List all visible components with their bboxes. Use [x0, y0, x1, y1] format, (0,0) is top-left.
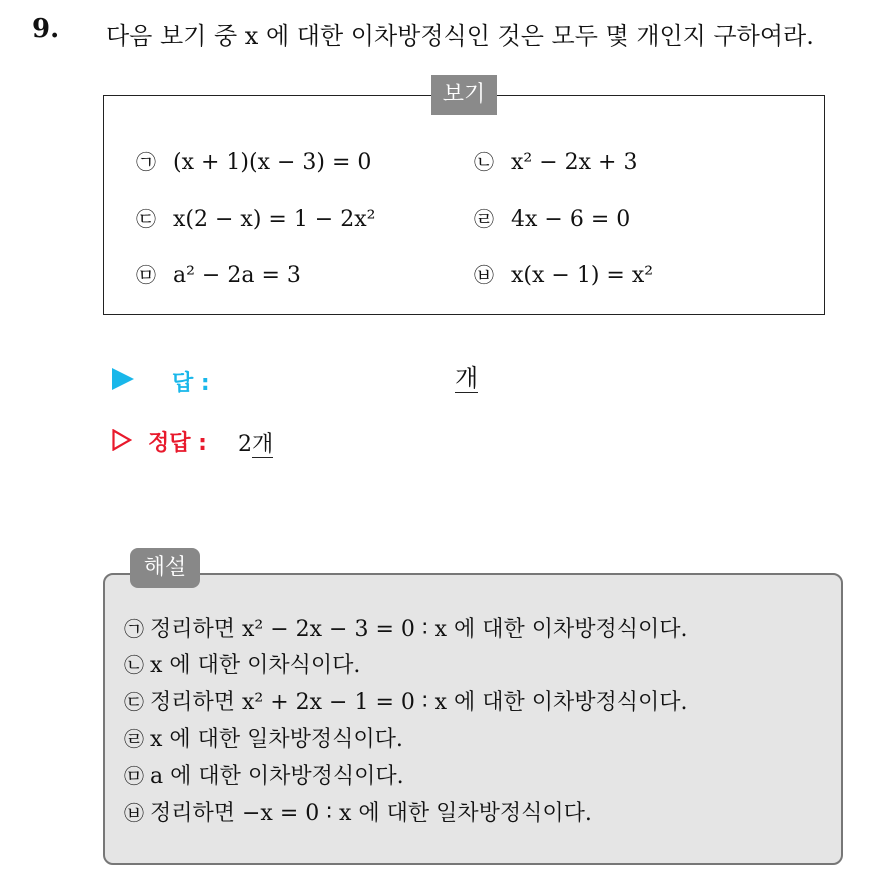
option-3: [136, 203, 375, 232]
option-marker: ㉤: [136, 263, 156, 287]
correct-label: 정답 :: [148, 431, 207, 456]
line-text: x 에 대한 이차식이다.: [150, 653, 361, 678]
line-marker: ㉠: [124, 617, 144, 641]
line-marker: ㉥: [124, 801, 144, 825]
option-expr: x² − 2x + 3: [511, 150, 638, 175]
option-marker: ㉢: [136, 207, 156, 231]
line-text: x 에 대한 일차방정식이다.: [150, 727, 403, 752]
question-text: 다음 보기 중 x 에 대한 이차방정식인 것은 모두 몇 개인지 구하여라.: [106, 22, 814, 50]
option-marker: ㉥: [474, 263, 494, 287]
answer-arrow-icon: [112, 368, 134, 390]
option-expr: a² − 2a = 3: [173, 263, 301, 288]
option-1: [136, 146, 371, 175]
correct-arrow-icon: [112, 429, 132, 451]
correct-unit: 개: [252, 432, 274, 457]
line-text: 정리하면 x² + 2x − 1 = 0 ∶ x 에 대한 이차방정식이다.: [150, 690, 688, 715]
option-expr: 4x − 6 = 0: [511, 207, 631, 232]
explanation-line: [124, 796, 592, 827]
line-marker: ㉢: [124, 690, 144, 714]
answer-label: 답 :: [172, 371, 210, 396]
option-4: [474, 203, 630, 232]
correct-value: 2: [238, 432, 252, 457]
explanation-line: [124, 685, 688, 716]
explanation-line: [124, 648, 360, 679]
explanation-line: [124, 722, 403, 753]
option-marker: ㉠: [136, 150, 156, 174]
line-text: 정리하면 −x = 0 ∶ x 에 대한 일차방정식이다.: [150, 801, 592, 826]
answer-input[interactable]: 개: [455, 364, 479, 392]
line-text: a 에 대한 이차방정식이다.: [150, 764, 404, 789]
line-marker: ㉣: [124, 727, 144, 751]
bogi-label: 보기: [431, 75, 497, 115]
explanation-line: [124, 759, 404, 790]
option-expr: x(2 − x) = 1 − 2x²: [173, 207, 376, 232]
option-marker: ㉡: [474, 150, 494, 174]
line-marker: ㉡: [124, 653, 144, 677]
option-5: [136, 259, 301, 288]
option-marker: ㉣: [474, 207, 494, 231]
option-expr: (x + 1)(x − 3) = 0: [173, 150, 372, 175]
line-text: 정리하면 x² − 2x − 3 = 0 ∶ x 에 대한 이차방정식이다.: [150, 617, 688, 642]
option-6: [474, 259, 653, 288]
question-number: 9.: [32, 14, 60, 44]
explanation-label: 해설: [130, 548, 200, 588]
option-expr: x(x − 1) = x²: [511, 263, 654, 288]
explanation-line: [124, 612, 688, 643]
option-2: [474, 146, 637, 175]
line-marker: ㉤: [124, 764, 144, 788]
correct-answer: [238, 427, 273, 458]
